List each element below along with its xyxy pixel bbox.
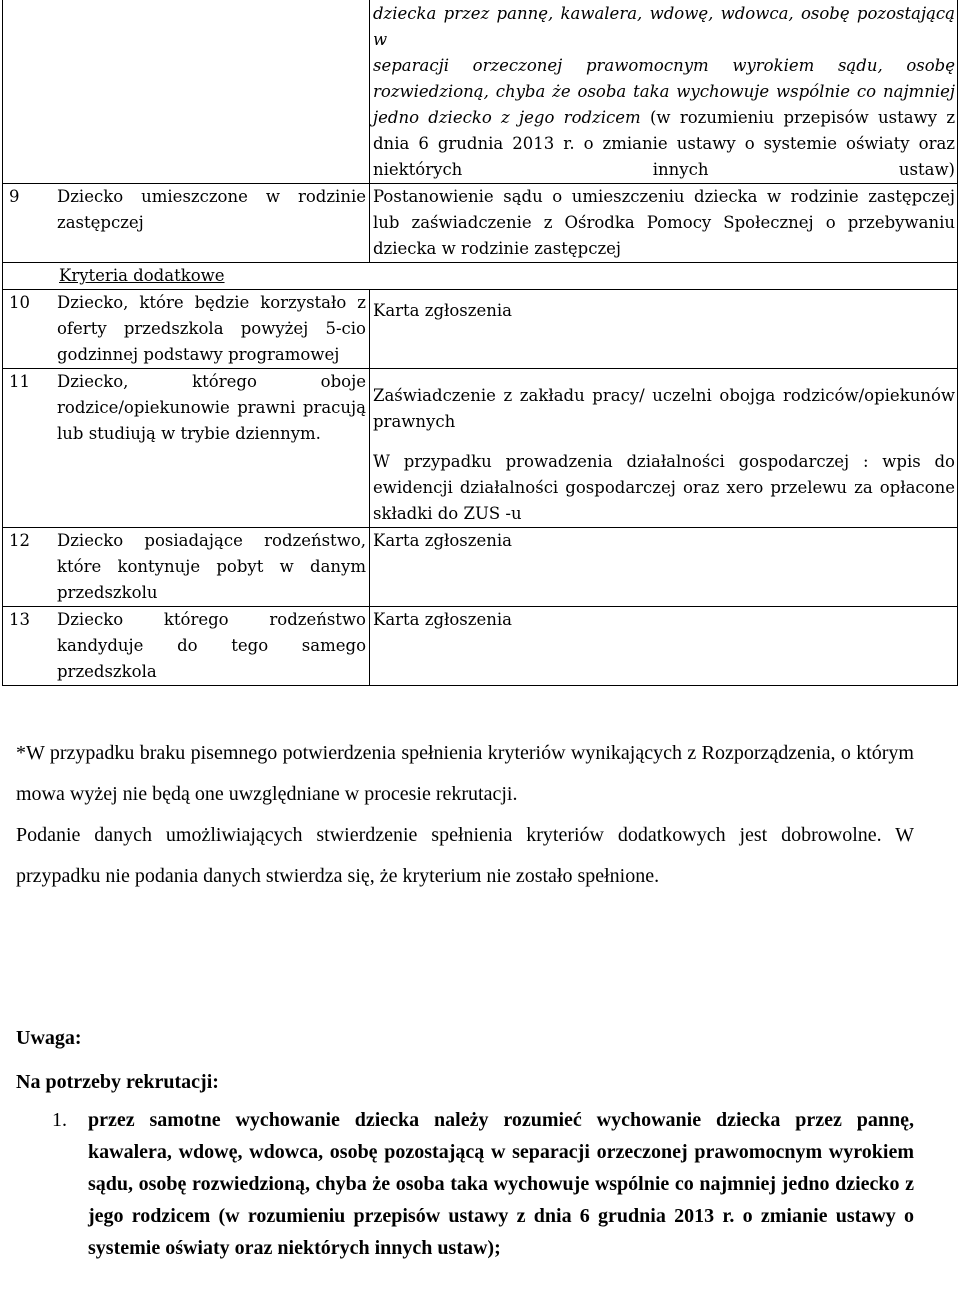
criterion-text: Dziecko posiadające rodzeństwo, które kontynuje pobyt w danym przedszkolu — [57, 528, 370, 606]
continuation-line: rozwiedzioną, chyba że osoba taka wychowuje wspólnie co najmniej — [373, 82, 955, 101]
table-row — [2, 290, 958, 369]
table-row — [2, 607, 958, 686]
criterion-text: Dziecko, które będzie korzystało z oferty przedszkola powyżej 5-cio godzinnej podstawy programowej — [57, 290, 370, 368]
row-number: 13 — [9, 610, 30, 629]
section-header-row — [2, 263, 958, 290]
remark-heading-block — [16, 1020, 219, 1100]
proof-text: Karta zgłoszenia — [373, 610, 512, 629]
criteria-table — [2, 0, 958, 686]
proof-cell — [370, 369, 957, 527]
footnote-block — [16, 733, 914, 897]
table-row-continuation — [2, 0, 958, 184]
proof-cell — [370, 0, 957, 183]
criterion-text: Dziecko umieszczone w rodzinie zastępczej — [57, 184, 370, 262]
row-number: 10 — [9, 293, 30, 312]
row-number: 11 — [9, 372, 30, 391]
table-row — [2, 369, 958, 528]
footnote-paragraph: *W przypadku braku pisemnego potwierdzenia spełnienia kryteriów wynikających z Rozporządzenia, o którym mowa wyżej nie będą one uwzględniane w procesie rekrutacji. — [16, 742, 914, 805]
continuation-line: separacji orzeczonej prawomocnym wyrokiem sądu, osobę — [373, 56, 955, 75]
footnote-paragraph: Podanie danych umożliwiających stwierdzenie spełnienia kryteriów dodatkowych jest dobrowolne. W przypadku nie podania danych stwierdza się, że kryterium nie zostało spełnione. — [16, 824, 914, 887]
proof-text: W przypadku prowadzenia działalności gospodarczej : wpis do ewidencji działalności gospodarczej oraz xero przelewu za opłacone składki do ZUS -u — [373, 452, 955, 523]
section-title: Kryteria dodatkowe — [59, 266, 225, 285]
criterion-cell — [57, 0, 370, 183]
list-item-text: przez samotne wychowanie dziecka należy rozumieć wychowanie dziecka przez pannę, kawalera, wdowę, wdowca, osobę pozostającą w separacji orzeczonej prawomocnym wyrokiem sądu, osobę rozwiedzioną, chyba że osoba taka wychowuje wspólnie co najmniej jedno dziecko z jego rodzicem (w rozumieniu przepisów ustawy z dnia 6 grudnia 2013 r. o zmianie ustawy o systemie oświaty oraz niektórych innych ustaw); — [88, 1109, 914, 1259]
criterion-text: Dziecko którego rodzeństwo kandyduje do tego samego przedszkola — [57, 607, 370, 685]
proof-text: Karta zgłoszenia — [373, 531, 512, 550]
proof-text: Zaświadczenie z zakładu pracy/ uczelni obojga rodziców/opiekunów prawnych — [373, 386, 955, 431]
proof-text: Postanowienie sądu o umieszczeniu dziecka w rodzinie zastępczej lub zaświadczenie z Ośrodka Pomocy Społecznej o przebywaniu dziecka w rodzinie zastępczej — [373, 187, 955, 258]
row-number: 12 — [9, 531, 30, 550]
row-number-cell — [3, 0, 57, 183]
remark-subheading: Na potrzeby rekrutacji: — [16, 1071, 219, 1093]
list-item-number: 1. — [52, 1109, 67, 1131]
criterion-text: Dziecko, którego oboje rodzice/opiekunowie prawni pracują lub studiują w trybie dziennym. — [57, 369, 370, 527]
proof-text: Karta zgłoszenia — [373, 301, 512, 320]
continuation-line: jedno dziecko z jego rodzicem (w rozumieniu przepisów ustawy z dnia 6 grudnia 2013 r. o zmianie ustawy o systemie oświaty oraz niektórych innych ustaw) — [373, 108, 956, 179]
table-row — [2, 528, 958, 607]
table-row — [2, 184, 958, 263]
remark-heading: Uwaga: — [16, 1027, 82, 1049]
continuation-line: dziecka przez pannę, kawalera, wdowę, wdowca, osobę pozostającą w — [373, 4, 955, 49]
row-number: 9 — [9, 187, 20, 206]
definition-list — [52, 1104, 914, 1264]
list-item — [52, 1104, 914, 1264]
